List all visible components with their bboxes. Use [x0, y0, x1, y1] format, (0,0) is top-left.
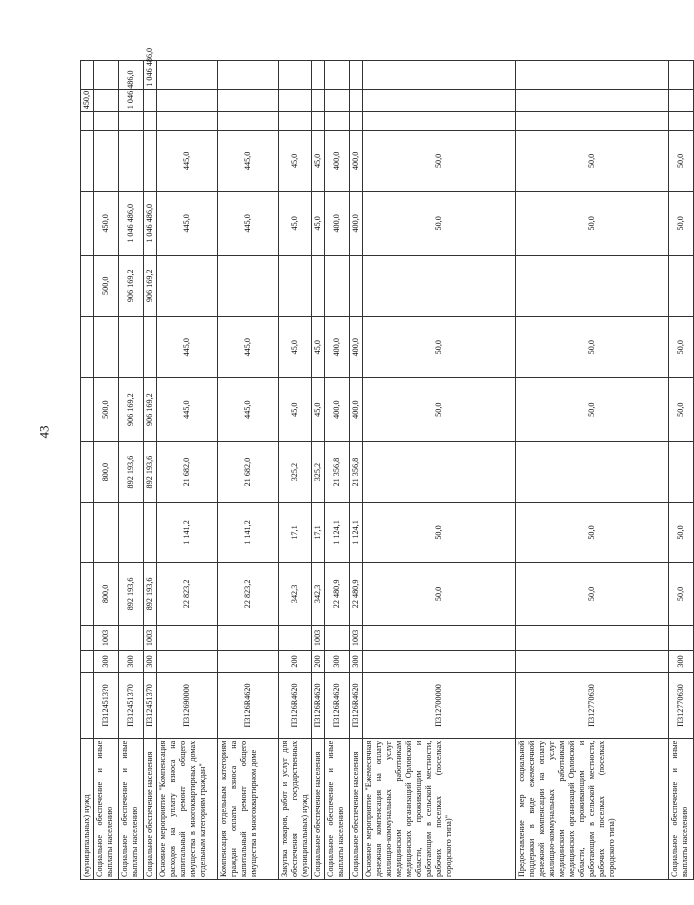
table-row — [325, 61, 350, 880]
value-cell — [325, 255, 350, 316]
value-cell — [81, 255, 94, 316]
code-cell: П3124513?0 — [94, 673, 119, 739]
value-cell: 200 — [279, 650, 312, 673]
row-name-cell: Социальное обеспечение населения — [144, 738, 157, 879]
value-cell: 50,0 — [516, 378, 669, 441]
value-cell: 342,3 — [312, 562, 325, 625]
value-cell — [279, 61, 312, 90]
value-cell — [218, 255, 279, 316]
value-cell: 1003 — [144, 626, 157, 651]
value-cell: 21 356,8 — [350, 441, 363, 502]
value-cell: 906 169,2 — [144, 255, 157, 316]
table-row — [119, 61, 144, 880]
value-cell — [669, 112, 694, 130]
value-cell — [516, 89, 669, 112]
value-cell — [94, 112, 119, 130]
value-cell: 50,0 — [363, 378, 516, 441]
value-cell — [516, 650, 669, 673]
value-cell: 1 046 486,0 — [119, 89, 144, 112]
value-cell: 1 124,1 — [350, 503, 363, 562]
value-cell: 400,0 — [325, 316, 350, 377]
code-cell: П312451370 — [144, 673, 157, 739]
value-cell — [363, 255, 516, 316]
value-cell: 500,0 — [94, 255, 119, 316]
value-cell — [312, 112, 325, 130]
value-cell: 342,3 — [279, 562, 312, 625]
value-cell — [157, 112, 218, 130]
table-row — [350, 61, 363, 880]
value-cell — [119, 130, 144, 191]
value-cell — [81, 503, 94, 562]
value-cell — [119, 626, 144, 651]
code-cell: П3126R4620 — [350, 673, 363, 739]
row-name-cell: Компенсация отдельным категориям граждан оплаты взноса на капитальный ремонт общего имущества в многоквартирном доме — [218, 738, 279, 879]
value-cell: 50,0 — [363, 192, 516, 255]
row-name-cell: Социальное обеспечение и иные выплаты населению — [669, 738, 694, 879]
value-cell: 1003 — [312, 626, 325, 651]
value-cell: 50,0 — [669, 503, 694, 562]
value-cell — [363, 650, 516, 673]
value-cell: 50,0 — [669, 378, 694, 441]
value-cell — [325, 89, 350, 112]
value-cell — [119, 112, 144, 130]
value-cell — [516, 61, 669, 90]
value-cell: 200 — [312, 650, 325, 673]
value-cell: 300 — [325, 650, 350, 673]
value-cell: 45,0 — [279, 130, 312, 191]
value-cell: 300 — [94, 650, 119, 673]
value-cell: 906 169,2 — [144, 378, 157, 441]
table-row — [669, 61, 694, 880]
value-cell — [81, 316, 94, 377]
value-cell: 50,0 — [516, 562, 669, 625]
value-cell — [81, 112, 94, 130]
value-cell — [144, 503, 157, 562]
value-cell: 45,0 — [312, 192, 325, 255]
value-cell: 22 823,2 — [218, 562, 279, 625]
value-cell: 906 169,2 — [119, 378, 144, 441]
value-cell: 45,0 — [279, 316, 312, 377]
code-cell: П312770630 — [669, 673, 694, 739]
value-cell: 45,0 — [312, 130, 325, 191]
value-cell: 400,0 — [325, 130, 350, 191]
value-cell: 21 356,8 — [325, 441, 350, 502]
value-cell: 400,0 — [350, 192, 363, 255]
value-cell — [325, 61, 350, 90]
value-cell: 45,0 — [312, 378, 325, 441]
value-cell — [669, 61, 694, 90]
value-cell: 22 823,2 — [157, 562, 218, 625]
value-cell: 325,2 — [279, 441, 312, 502]
value-cell — [363, 89, 516, 112]
value-cell: 500,0 — [94, 378, 119, 441]
code-cell: П312770630 — [516, 673, 669, 739]
table-row — [516, 61, 669, 880]
value-cell: 45,0 — [279, 378, 312, 441]
value-cell — [350, 112, 363, 130]
code-cell — [81, 673, 94, 739]
row-name-cell: Предоставление мер социальной поддержки в виде ежемесячной денежной компенсации на оплату жилищно-коммунальных услуг медицинским работникам медицинских организаций Орловской области, проживающим и работающим в сельской местности, рабочих поселках (поселках городского типа) — [516, 738, 669, 879]
budget-table-rotated — [80, 47, 689, 880]
code-cell: П312700000 — [363, 673, 516, 739]
value-cell — [119, 316, 144, 377]
value-cell — [94, 130, 119, 191]
value-cell: 892 193,6 — [144, 562, 157, 625]
value-cell: 17,1 — [312, 503, 325, 562]
value-cell: 50,0 — [669, 562, 694, 625]
row-name-cell: Закупка товаров, работ и услуг для обеспечения государственных (муниципальных) нужд — [279, 738, 312, 879]
value-cell — [157, 650, 218, 673]
value-cell — [218, 61, 279, 90]
value-cell — [350, 255, 363, 316]
value-cell — [144, 130, 157, 191]
value-cell: 1003 — [350, 626, 363, 651]
value-cell: 800,0 — [94, 562, 119, 625]
value-cell: 1003 — [94, 626, 119, 651]
value-cell — [218, 650, 279, 673]
value-cell: 1 124,1 — [325, 503, 350, 562]
value-cell — [312, 89, 325, 112]
value-cell — [94, 316, 119, 377]
value-cell — [279, 112, 312, 130]
value-cell — [669, 441, 694, 502]
value-cell: 300 — [669, 650, 694, 673]
table-row — [279, 61, 312, 880]
value-cell: 1 046 486,0 — [144, 192, 157, 255]
value-cell — [157, 89, 218, 112]
code-cell: П312690000 — [157, 673, 218, 739]
value-cell — [81, 378, 94, 441]
value-cell: 445,0 — [218, 316, 279, 377]
code-cell: П3126R4620 — [325, 673, 350, 739]
table-row — [81, 61, 94, 880]
value-cell — [144, 112, 157, 130]
row-name-cell: Основное мероприятие "Компенсация расходов на уплату взноса на капитальный ремонт общего имущества в многоквартирных домах отдельным категориям граждан" — [157, 738, 218, 879]
value-cell: 50,0 — [363, 130, 516, 191]
value-cell — [363, 112, 516, 130]
row-name-cell: Социальное обеспечение и иные выплаты населению — [94, 738, 119, 879]
page-number: 43 — [36, 425, 52, 439]
value-cell — [81, 650, 94, 673]
value-cell: 906 169,2 — [119, 255, 144, 316]
value-cell — [81, 441, 94, 502]
value-cell — [669, 626, 694, 651]
value-cell: 22 480,9 — [350, 562, 363, 625]
value-cell: 445,0 — [218, 192, 279, 255]
code-cell: П3126R4620 — [312, 673, 325, 739]
value-cell: 1 141,2 — [218, 503, 279, 562]
value-cell — [94, 89, 119, 112]
value-cell — [157, 255, 218, 316]
value-cell — [516, 441, 669, 502]
table-row — [94, 61, 119, 880]
value-cell — [325, 626, 350, 651]
budget-table — [80, 47, 694, 880]
value-cell — [81, 130, 94, 191]
value-cell: 21 682,0 — [157, 441, 218, 502]
value-cell: 1 141,2 — [157, 503, 218, 562]
value-cell — [81, 626, 94, 651]
value-cell — [94, 61, 119, 90]
row-name-cell: Социальное обеспечение и иные выплаты населению — [119, 738, 144, 879]
value-cell — [516, 255, 669, 316]
value-cell — [325, 112, 350, 130]
value-cell: 50,0 — [516, 503, 669, 562]
value-cell: 445,0 — [157, 316, 218, 377]
value-cell — [144, 89, 157, 112]
value-cell — [218, 626, 279, 651]
row-name-cell: Социальное обеспечение населения — [312, 738, 325, 879]
row-name-cell: Социальное обеспечение населения — [350, 738, 363, 879]
table-row — [144, 61, 157, 880]
value-cell — [312, 255, 325, 316]
value-cell: 325,2 — [312, 441, 325, 502]
value-cell — [218, 89, 279, 112]
table-row — [363, 61, 516, 880]
value-cell: 400,0 — [350, 316, 363, 377]
value-cell: 45,0 — [312, 316, 325, 377]
value-cell — [279, 255, 312, 316]
code-cell: П3126R4620 — [218, 673, 279, 739]
value-cell — [279, 89, 312, 112]
value-cell: 445,0 — [218, 130, 279, 191]
value-cell: 1 046 486,0 — [119, 192, 144, 255]
value-cell: 445,0 — [218, 378, 279, 441]
row-name-cell: Социальное обеспечение и иные выплаты населению — [325, 738, 350, 879]
value-cell — [279, 626, 312, 651]
value-cell: 1 046 486,0 — [144, 61, 157, 90]
value-cell: 50,0 — [516, 316, 669, 377]
value-cell: 50,0 — [363, 316, 516, 377]
value-cell: 892 193,6 — [144, 441, 157, 502]
value-cell: 50,0 — [669, 192, 694, 255]
value-cell — [81, 192, 94, 255]
value-cell — [516, 626, 669, 651]
value-cell — [363, 441, 516, 502]
table-row — [312, 61, 325, 880]
value-cell: 445,0 — [157, 378, 218, 441]
value-cell — [144, 316, 157, 377]
table-row — [157, 61, 218, 880]
value-cell: 50,0 — [516, 130, 669, 191]
value-cell: 21 682,0 — [218, 441, 279, 502]
row-name-cell: (муниципальных) нужд — [81, 738, 94, 879]
value-cell: 50,0 — [363, 503, 516, 562]
value-cell: 892 193,6 — [119, 562, 144, 625]
code-cell: П3126R4620 — [279, 673, 312, 739]
value-cell — [350, 61, 363, 90]
value-cell — [218, 112, 279, 130]
value-cell — [312, 61, 325, 90]
code-cell: П312451370 — [119, 673, 144, 739]
row-name-cell: Основное мероприятие "Ежемесячная денежная компенсация на оплату жилищно-коммунальных услуг медицинским работникам медицинских организаций Орловской области, проживающим и работающим в сельской местности, рабочих поселках (поселках городского типа)" — [363, 738, 516, 879]
value-cell: 45,0 — [279, 192, 312, 255]
value-cell: 50,0 — [669, 130, 694, 191]
value-cell: 400,0 — [350, 378, 363, 441]
value-cell — [669, 255, 694, 316]
value-cell — [157, 61, 218, 90]
value-cell: 892 193,6 — [119, 441, 144, 502]
value-cell — [94, 503, 119, 562]
value-cell: 300 — [119, 650, 144, 673]
value-cell: 50,0 — [669, 316, 694, 377]
value-cell — [669, 89, 694, 112]
value-cell: 445,0 — [157, 130, 218, 191]
value-cell — [350, 89, 363, 112]
value-cell — [363, 626, 516, 651]
value-cell — [81, 562, 94, 625]
value-cell — [363, 61, 516, 90]
value-cell: 17,1 — [279, 503, 312, 562]
value-cell — [157, 626, 218, 651]
value-cell: 445,0 — [157, 192, 218, 255]
value-cell: 50,0 — [363, 562, 516, 625]
value-cell: 400,0 — [325, 378, 350, 441]
value-cell: 450,0 — [81, 89, 94, 112]
table-row — [218, 61, 279, 880]
value-cell: 50,0 — [516, 192, 669, 255]
value-cell: 400,0 — [350, 130, 363, 191]
value-cell: 300 — [350, 650, 363, 673]
value-cell: 450,0 — [94, 192, 119, 255]
value-cell — [516, 112, 669, 130]
value-cell: 300 — [144, 650, 157, 673]
value-cell — [119, 503, 144, 562]
value-cell: 400,0 — [325, 192, 350, 255]
value-cell: 800,0 — [94, 441, 119, 502]
value-cell — [81, 61, 94, 90]
value-cell: 22 480,9 — [325, 562, 350, 625]
